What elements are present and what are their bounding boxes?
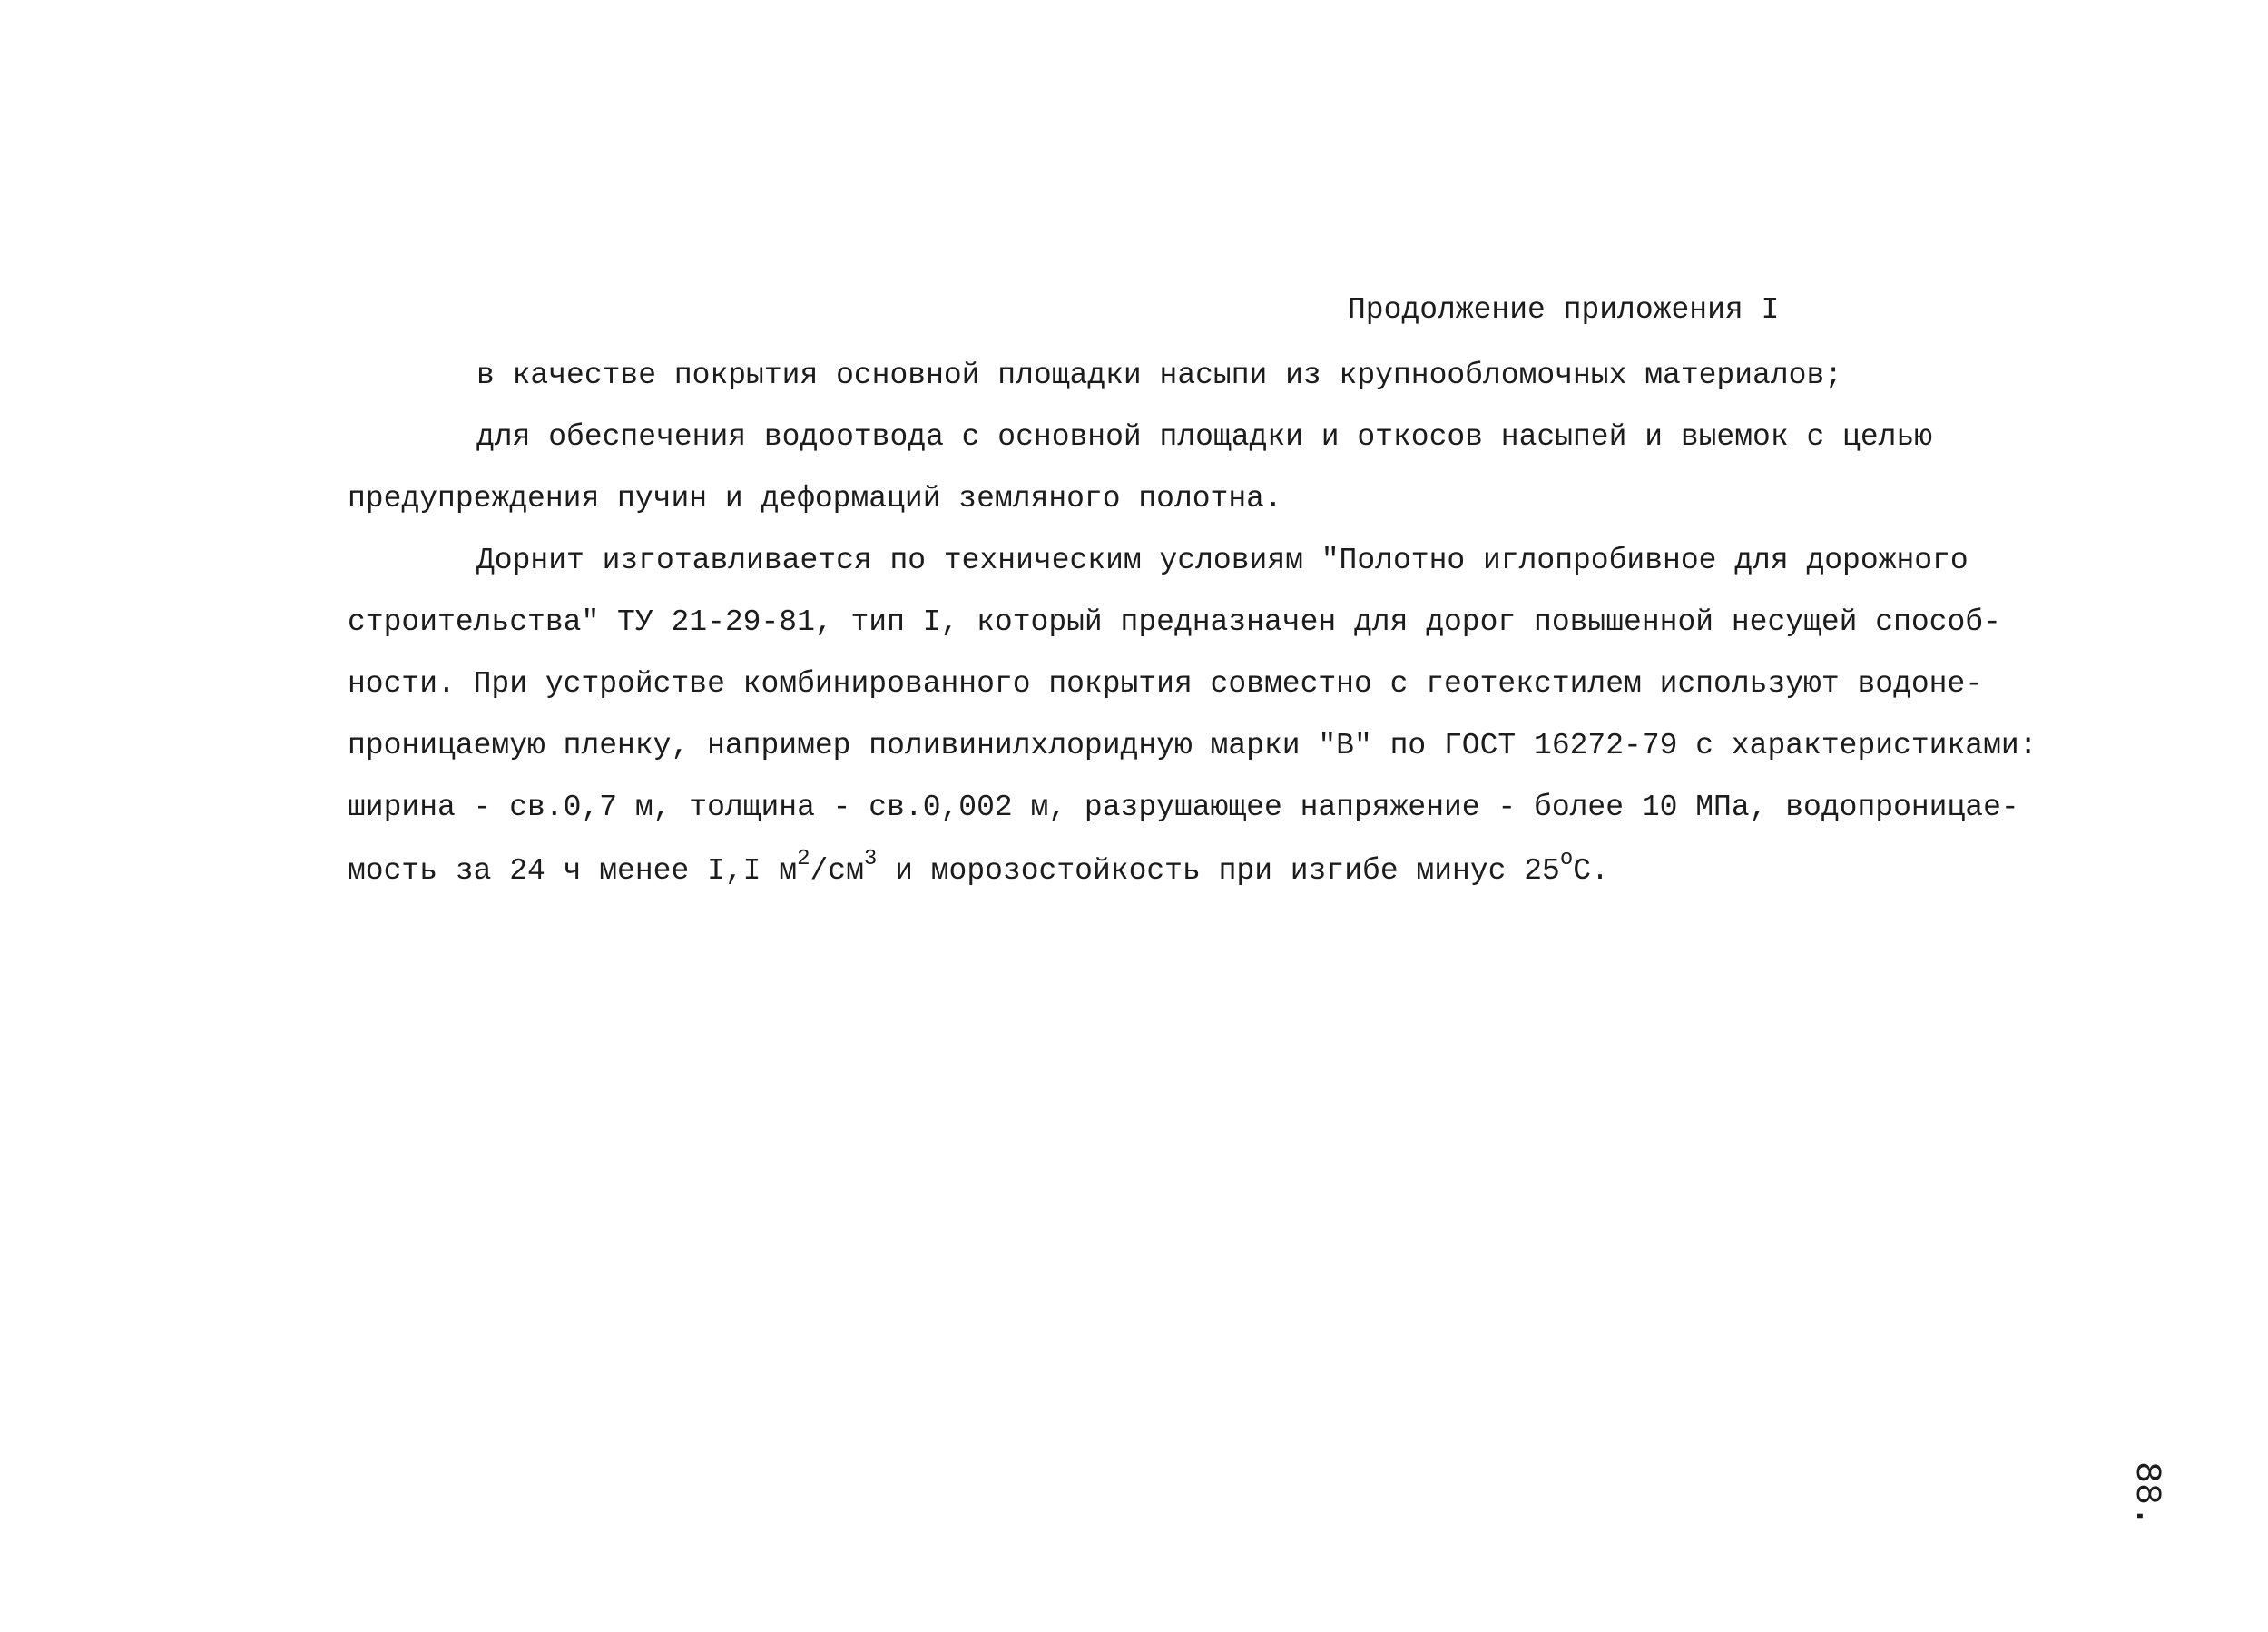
body-line-4: Дорнит изготавливается по техническим условиям "Полотно иглопробивное для дорожного xyxy=(476,544,1969,577)
last-line-part-2: /см xyxy=(810,854,864,888)
body-line-1: в качестве покрытия основной площадки насыпи из крупнообломочных материалов; xyxy=(476,359,1843,392)
appendix-continuation-note: Продолжение приложения I xyxy=(1348,293,1780,327)
body-line-3: предупреждения пучин и деформаций земляного полотна. xyxy=(348,482,1282,516)
body-line-7: проницаемую пленку, например поливинилхлоридную марки "В" по ГОСТ 16272-79 с характеристиками: xyxy=(348,729,2037,762)
body-line-2: для обеспечения водоотвода с основной площадки и откосов насыпей и выемок с целью xyxy=(476,420,1933,454)
superscript-3: 3 xyxy=(863,847,878,871)
body-line-5: строительства" ТУ 21-29-81, тип I, который предназначен для дорог повышенной несущей способ- xyxy=(348,605,2001,639)
body-line-9 xyxy=(348,847,1609,893)
superscript-2: 2 xyxy=(797,847,810,871)
last-line-part-1: мость за 24 ч менее I,I м xyxy=(348,854,798,888)
last-line-part-3: и морозостойкость при изгибе минус 25 xyxy=(877,854,1560,888)
degree-superscript: о xyxy=(1559,847,1574,871)
page-number: 88. xyxy=(2126,1461,2166,1528)
last-line-part-4: С. xyxy=(1573,854,1609,888)
body-line-6: ности. При устройстве комбинированного покрытия совместно с геотекстилем используют водоне- xyxy=(348,667,1984,701)
body-line-8: ширина - св.0,7 м, толщина - св.0,002 м, разрушающее напряжение - более 10 МПа, водопроницае- xyxy=(348,791,2019,824)
